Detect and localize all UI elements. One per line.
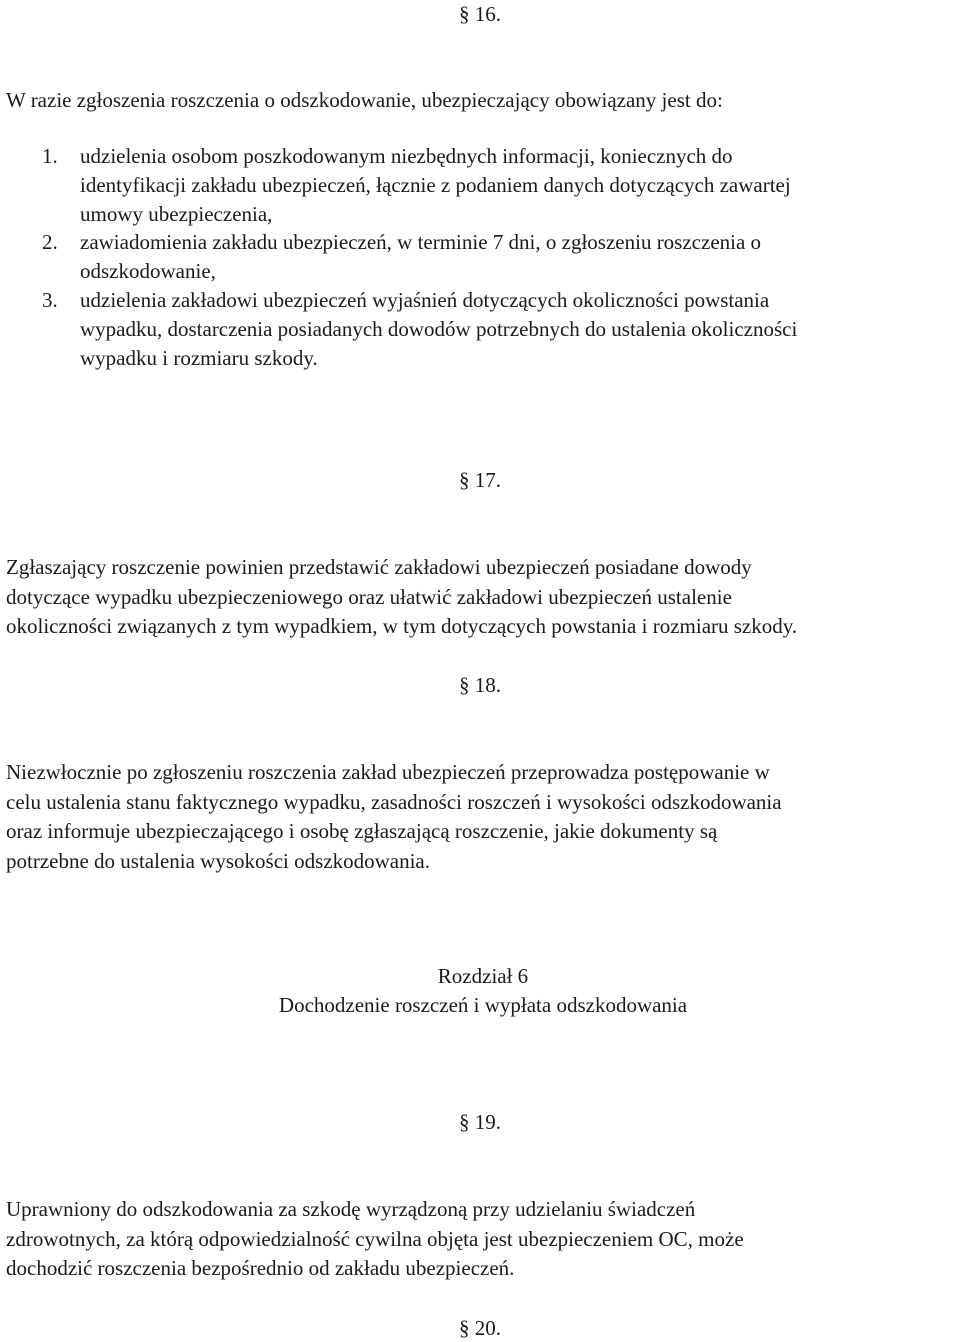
list-item-number: 1. <box>42 144 58 168</box>
paragraph-line: potrzebne do ustalenia wysokości odszkodowania. <box>6 848 430 873</box>
paragraph-line: dotyczące wypadku ubezpieczeniowego oraz ułatwić zakładowi ubezpieczeń ustalenie <box>6 584 732 609</box>
list-item-line: identyfikacji zakładu ubezpieczeń, łącznie z podaniem danych dotyczących zawartej <box>80 172 791 197</box>
section-17-body <box>6 553 956 642</box>
paragraph-line: Zgłaszający roszczenie powinien przedstawić zakładowi ubezpieczeń posiadane dowody <box>6 555 752 579</box>
list-item-number: 2. <box>42 230 58 255</box>
chapter-number: Rozdział 6 <box>437 964 529 988</box>
list-item-line: zawiadomienia zakładu ubezpieczeń, w terminie 7 dni, o zgłoszeniu roszczenia o <box>80 230 762 255</box>
paragraph-line: oraz informuje ubezpieczającego i osobę zgłaszającą roszczenie, jakie dokumenty są <box>6 819 718 844</box>
section-18-heading: § 18. <box>459 673 501 697</box>
section-19-heading: § 19. <box>459 1110 501 1134</box>
list-item <box>0 286 950 372</box>
paragraph-line: Uprawniony do odszkodowania za szkodę wyrządzoną przy udzielaniu świadczeń <box>6 1197 696 1221</box>
list-item-line: udzielenia osobom poszkodowanym niezbędnych informacji, koniecznych do <box>80 144 733 168</box>
list-item-line: odszkodowanie, <box>80 259 216 284</box>
list-item-line: umowy ubezpieczenia, <box>80 201 273 226</box>
section-18-body <box>6 758 956 876</box>
paragraph-line: okoliczności związanych z tym wypadkiem, w tym dotyczących powstania i rozmiaru szkody. <box>6 614 798 639</box>
list-item-line: wypadku i rozmiaru szkody. <box>80 345 318 370</box>
section-19-body <box>6 1195 956 1284</box>
paragraph-line: Niezwłocznie po zgłoszeniu roszczenia zakład ubezpieczeń przeprowadza postępowanie w <box>6 760 770 784</box>
paragraph-line: dochodzić roszczenia bezpośrednio od zakładu ubezpieczeń. <box>6 1256 515 1281</box>
chapter-heading <box>0 962 960 1020</box>
section-17-heading: § 17. <box>459 468 501 492</box>
list-item-line: wypadku, dostarczenia posiadanych dowodów potrzebnych do ustalenia okoliczności <box>80 316 798 341</box>
section-16-intro <box>6 86 956 116</box>
list-item <box>0 228 950 286</box>
section-16-heading: § 16. <box>459 2 501 26</box>
intro-line: W razie zgłoszenia roszczenia o odszkodowanie, ubezpieczający obowiązany jest do: <box>6 88 723 112</box>
list-item-line: udzielenia zakładowi ubezpieczeń wyjaśnień dotyczących okoliczności powstania <box>80 287 770 312</box>
paragraph-line: celu ustalenia stanu faktycznego wypadku, zasadności roszczeń i wysokości odszkodowania <box>6 789 782 814</box>
chapter-title: Dochodzenie roszczeń i wypłata odszkodowania <box>278 993 688 1017</box>
list-item-number: 3. <box>42 287 58 312</box>
obligations-list <box>0 142 950 372</box>
paragraph-line: zdrowotnych, za którą odpowiedzialność cywilna objęta jest ubezpieczeniem OC, może <box>6 1226 744 1251</box>
list-item <box>0 142 950 228</box>
section-20-heading: § 20. <box>459 1316 501 1340</box>
